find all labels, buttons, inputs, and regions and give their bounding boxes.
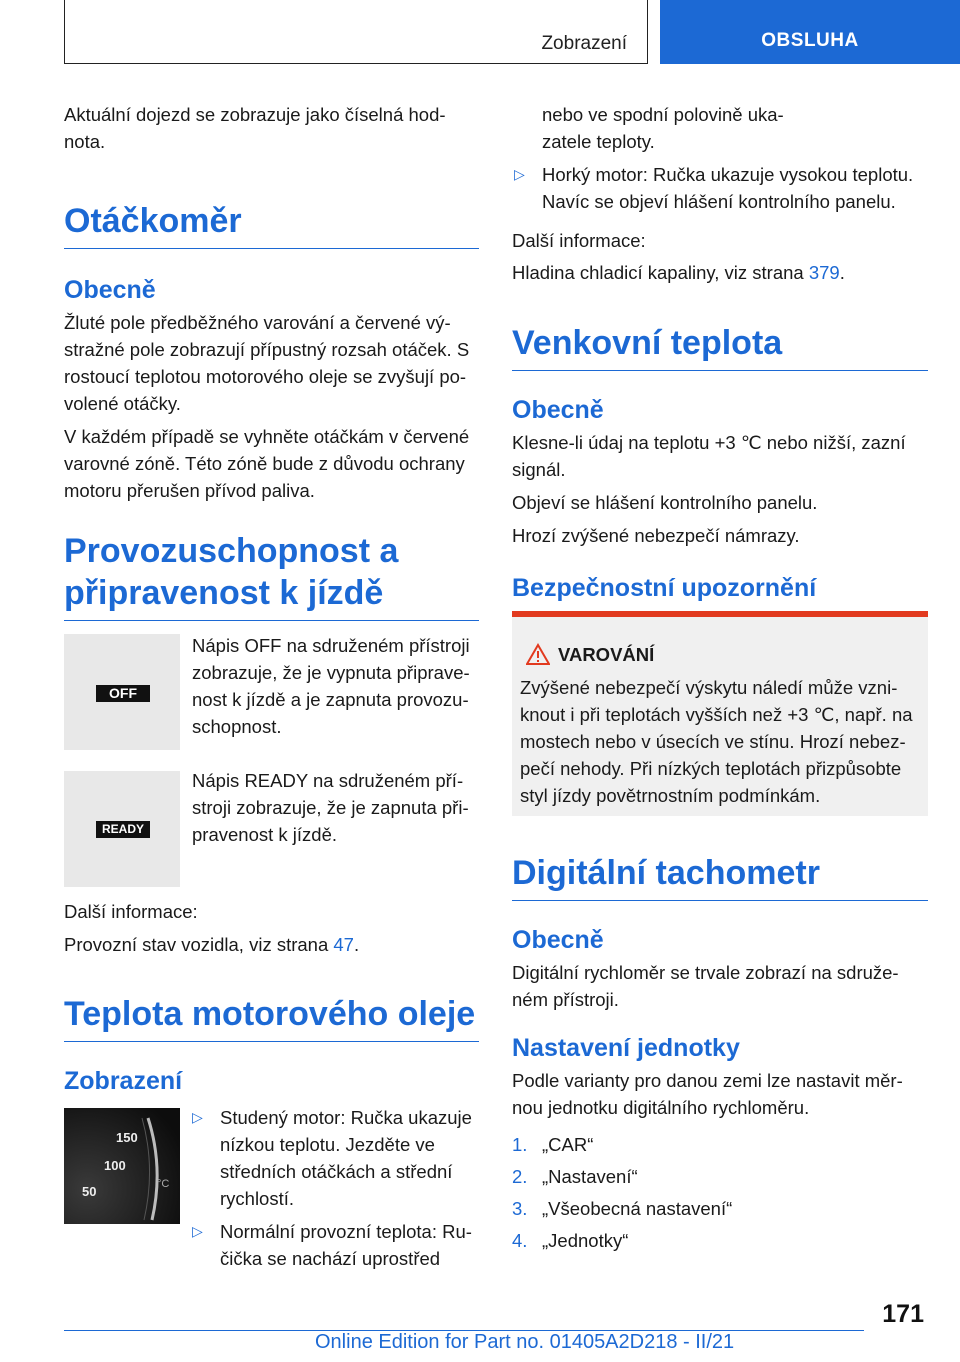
heading-line: Provozuschopnost a bbox=[64, 532, 399, 570]
ready-description bbox=[192, 767, 482, 848]
warning-line: pečí nehody. Při nízkých teplotách přizpůsobte bbox=[520, 758, 902, 779]
body-line: motoru přerušen přívod paliva. bbox=[64, 480, 315, 501]
body-line: Podle varianty pro danou zemi lze nastavit měr- bbox=[512, 1070, 903, 1091]
subheading-safety: Bezpečnostní upozornění bbox=[512, 574, 817, 602]
heading-outside-temp: Venkovní teplota bbox=[512, 322, 928, 371]
step-item bbox=[512, 1131, 928, 1158]
bullet-line: nízkou teplotu. Jezděte ve bbox=[220, 1134, 435, 1155]
subheading-obecne: Obecně bbox=[512, 926, 604, 954]
triangle-bullet-icon: ▷ bbox=[514, 166, 525, 182]
header-section-title: Zobrazení bbox=[541, 33, 627, 54]
page-number: 171 bbox=[882, 1300, 924, 1328]
step-text: „Jednotky“ bbox=[542, 1230, 629, 1251]
heading-provozuschopnost bbox=[64, 530, 479, 621]
list-item bbox=[190, 1104, 482, 1212]
heading-otackomer: Otáčkoměr bbox=[64, 200, 479, 249]
step-number: 3. bbox=[512, 1198, 528, 1219]
step-text: „CAR“ bbox=[542, 1134, 594, 1155]
off-display-image bbox=[64, 634, 180, 750]
body-line: schopnost. bbox=[192, 716, 282, 737]
bullet-continuation: nebo ve spodní polovině uka- bbox=[542, 104, 784, 125]
body-line: volené otáčky. bbox=[64, 393, 181, 414]
step-item bbox=[512, 1163, 928, 1190]
step-item bbox=[512, 1227, 928, 1254]
section-digital-speedo bbox=[512, 852, 928, 1254]
warning-line: styl jízdy povětrnostním podmínkám. bbox=[520, 785, 821, 806]
subheading-zobrazeni: Zobrazení bbox=[64, 1067, 183, 1095]
off-description bbox=[192, 632, 482, 740]
section-provozuschopnost bbox=[64, 530, 479, 621]
body-line: pravenost k jízdě. bbox=[192, 824, 337, 845]
body-line: rostoucí teplotou motorového oleje se zvyšují po- bbox=[64, 366, 467, 387]
list-item bbox=[512, 161, 930, 215]
gauge-label: 50 bbox=[82, 1184, 97, 1199]
step-text: „Všeobecná nastavení“ bbox=[542, 1198, 733, 1219]
steps-list bbox=[512, 1131, 928, 1254]
gauge-label: 150 bbox=[116, 1130, 138, 1145]
left-more-info bbox=[64, 898, 479, 958]
section-oil-temp bbox=[64, 993, 479, 1096]
more-info-label: Další informace: bbox=[64, 901, 198, 922]
body-line: stroji zobrazuje, že je zapnuta při- bbox=[192, 797, 469, 818]
step-number: 4. bbox=[512, 1230, 528, 1251]
body-line: Nápis OFF na sdruženém přístroji bbox=[192, 635, 470, 656]
footer-edition: Online Edition for Part no. 01405A2D218 - II/21 bbox=[315, 1331, 735, 1353]
heading-line: připravenost k jízdě bbox=[64, 574, 384, 612]
subheading-units: Nastavení jednotky bbox=[512, 1034, 740, 1062]
intro-line: nota. bbox=[64, 131, 106, 152]
bullet-continuation: zatele teploty. bbox=[542, 131, 655, 152]
bullet-line: Studený motor: Ručka ukazuje bbox=[220, 1107, 472, 1128]
bullet-line: středních otáčkách a střední bbox=[220, 1161, 453, 1182]
oil-bullets bbox=[190, 1104, 482, 1272]
bullet-line: Horký motor: Ručka ukazuje vysokou teplotu. bbox=[542, 164, 914, 185]
warning-box bbox=[512, 611, 928, 816]
more-info-ref bbox=[64, 931, 479, 958]
heading-digital-speedo: Digitální tachometr bbox=[512, 852, 928, 901]
section-otackomer bbox=[64, 200, 479, 504]
oil-gauge-image bbox=[64, 1108, 180, 1224]
body-line: Digitální rychloměr se trvale zobrazí na sdruže- bbox=[512, 962, 899, 983]
bullet-line: Navíc se objeví hlášení kontrolního panelu. bbox=[542, 191, 896, 212]
intro-line: Aktuální dojezd se zobrazuje jako číselná hod- bbox=[64, 104, 446, 125]
body-line: Hrozí zvýšené nebezpečí námrazy. bbox=[512, 525, 800, 546]
body-line: Žluté pole předběžného varování a červené vý- bbox=[64, 312, 451, 333]
step-text: „Nastavení“ bbox=[542, 1166, 638, 1187]
subheading-obecne: Obecně bbox=[64, 276, 156, 304]
body-line: nou jednotku digitálního rychloměru. bbox=[512, 1097, 810, 1118]
warning-line: mostech nebo v úsecích ve stínu. Hrozí nebez- bbox=[520, 731, 906, 752]
subheading-obecne: Obecně bbox=[512, 396, 604, 424]
heading-oil-temp: Teplota motorového oleje bbox=[64, 993, 479, 1042]
header-chapter-tab: OBSLUHA bbox=[660, 0, 960, 64]
warning-line: Zvýšené nebezpečí výskytu náledí může vzni- bbox=[520, 677, 898, 698]
ready-badge: READY bbox=[96, 821, 150, 838]
ref-period: . bbox=[353, 934, 360, 955]
off-badge: OFF bbox=[96, 685, 150, 702]
warning-line: knout i při teplotách vyšších než +3 ℃, např. na bbox=[520, 704, 913, 725]
body-line: stražné pole zobrazují přípustný rozsah otáček. S bbox=[64, 339, 470, 360]
page-link-379[interactable]: 379 bbox=[808, 262, 840, 283]
header-frame bbox=[64, 0, 648, 64]
left-column bbox=[64, 101, 479, 155]
warning-icon bbox=[526, 643, 550, 670]
more-info-ref bbox=[512, 259, 930, 286]
body-line: Klesne-li údaj na teplotu +3 ℃ nebo nižší, zazní bbox=[512, 432, 906, 453]
step-item bbox=[512, 1195, 928, 1222]
step-number: 2. bbox=[512, 1166, 528, 1187]
body-line: zobrazuje, že je vypnuta připrave- bbox=[192, 662, 470, 683]
section-outside-temp bbox=[512, 322, 928, 603]
body-line: Nápis READY na sdruženém pří- bbox=[192, 770, 464, 791]
body-line: signál. bbox=[512, 459, 566, 480]
step-number: 1. bbox=[512, 1134, 528, 1155]
bullet-line: Normální provozní teplota: Ru- bbox=[220, 1221, 472, 1242]
warning-title: VAROVÁNÍ bbox=[558, 644, 655, 665]
list-item bbox=[190, 1218, 482, 1272]
bullet-line: rychlostí. bbox=[220, 1188, 295, 1209]
body-line: ném přístroji. bbox=[512, 989, 619, 1010]
page-link-47[interactable]: 47 bbox=[333, 934, 354, 955]
gauge-label: 100 bbox=[104, 1158, 126, 1173]
body-line: Objeví se hlášení kontrolního panelu. bbox=[512, 492, 818, 513]
warning-text bbox=[520, 674, 925, 809]
triangle-bullet-icon: ▷ bbox=[192, 1109, 203, 1125]
body-line: V každém případě se vyhněte otáčkám v červené bbox=[64, 426, 470, 447]
right-column-top bbox=[512, 101, 930, 286]
triangle-bullet-icon: ▷ bbox=[192, 1223, 203, 1239]
ref-text: Provozní stav vozidla, viz strana bbox=[64, 934, 334, 955]
ref-period: . bbox=[839, 262, 845, 283]
ready-display-image bbox=[64, 771, 180, 887]
body-line: nost k jízdě a je zapnuta provozu- bbox=[192, 689, 469, 710]
body-line: varovné zóně. Této zóně bude z důvodu ochrany bbox=[64, 453, 465, 474]
gauge-unit: °C bbox=[157, 1178, 170, 1190]
more-info-label: Další informace: bbox=[512, 230, 646, 251]
bullet-line: čička se nachází uprostřed bbox=[220, 1248, 441, 1269]
ref-text: Hladina chladicí kapaliny, viz strana bbox=[512, 262, 809, 283]
